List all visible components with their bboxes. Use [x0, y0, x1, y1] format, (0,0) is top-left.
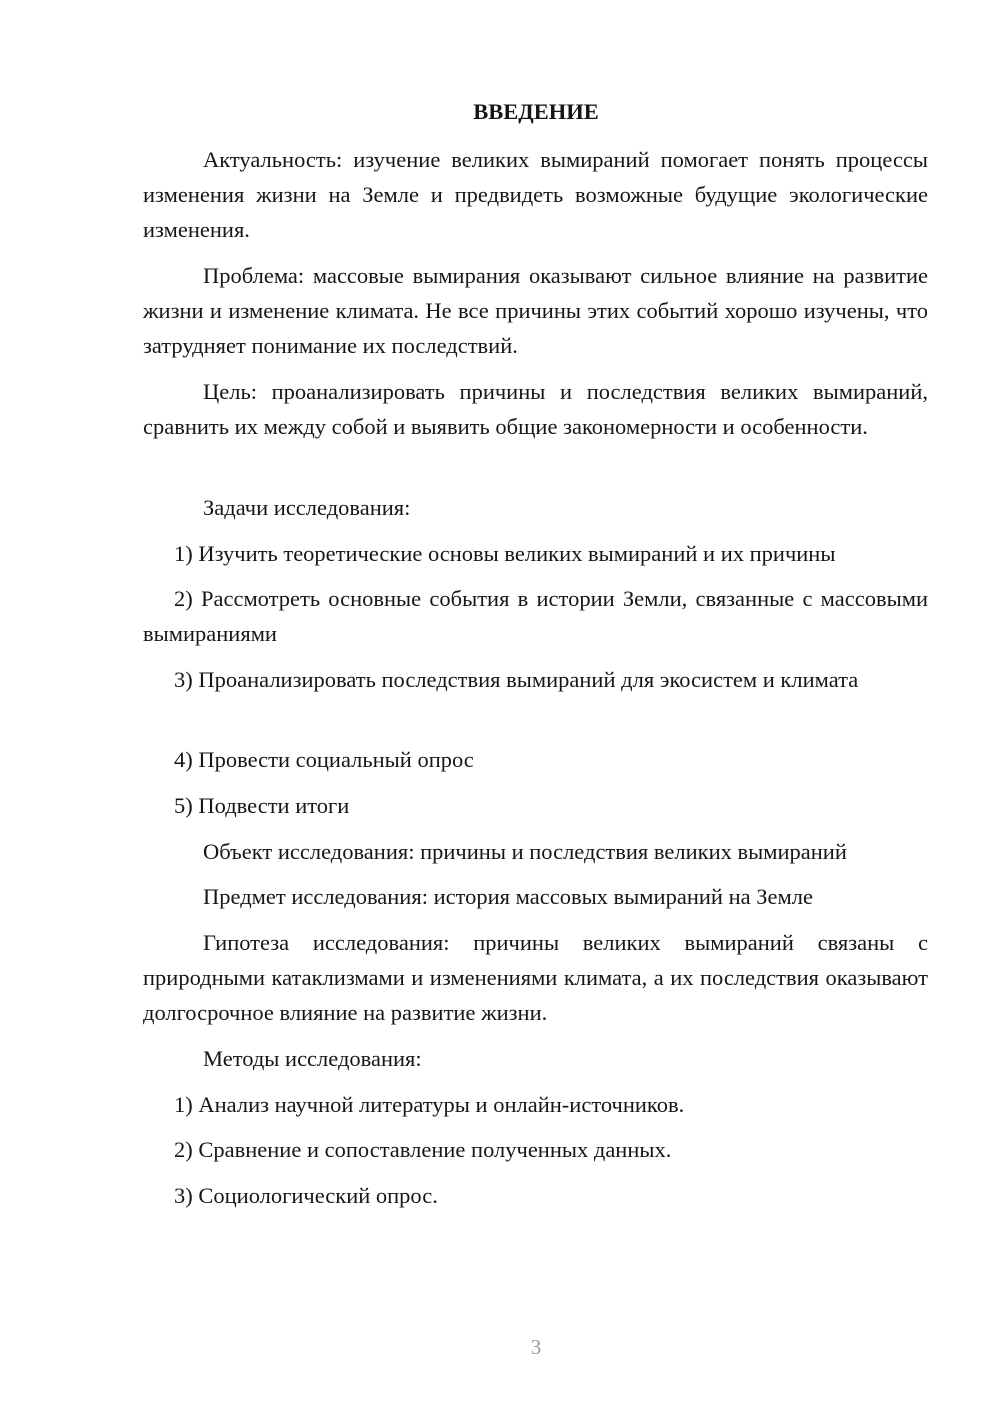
relevance-paragraph: Актуальность: изучение великих вымираний помогает понять процессы изменения жизни на Земле и предвидеть возможные будущие экологические изменения.: [143, 147, 928, 242]
subject-paragraph: Предмет исследования: история массовых вымираний на Земле: [203, 884, 813, 909]
object-paragraph: Объект исследования: причины и последствия великих вымираний: [203, 839, 847, 864]
task-item: 3) Проанализировать последствия вымираний для экосистем и климата: [174, 667, 859, 692]
page-number: 3: [530, 1335, 542, 1359]
problem-paragraph: Проблема: массовые вымирания оказывают сильное влияние на развитие жизни и изменение климата. Не все причины этих событий хорошо изучены, что затрудняет понимание их последствий.: [143, 263, 928, 358]
method-item: 3) Социологический опрос.: [174, 1183, 438, 1208]
methods-heading: Методы исследования:: [203, 1046, 422, 1071]
hypothesis-paragraph: Гипотеза исследования: причины великих вымираний связаны с природными катаклизмами и изменениями климата, а их последствия оказывают долгосрочное влияние на развитие жизни.: [143, 930, 928, 1025]
task-item: 5) Подвести итоги: [174, 793, 350, 818]
task-item: 2) Рассмотреть основные события в истории Земли, связанные с массовыми вымираниями: [143, 586, 928, 646]
method-item: 2) Сравнение и сопоставление полученных данных.: [174, 1137, 672, 1162]
tasks-heading: Задачи исследования:: [203, 495, 411, 520]
task-item: 4) Провести социальный опрос: [174, 747, 474, 772]
task-item: 1) Изучить теоретические основы великих вымираний и их причины: [174, 541, 836, 566]
section-title: ВВЕДЕНИЕ: [473, 99, 599, 124]
goal-paragraph: Цель: проанализировать причины и последствия великих вымираний, сравнить их между собой и выявить общие закономерности и особенности.: [143, 379, 928, 439]
method-item: 1) Анализ научной литературы и онлайн-источников.: [174, 1092, 685, 1117]
